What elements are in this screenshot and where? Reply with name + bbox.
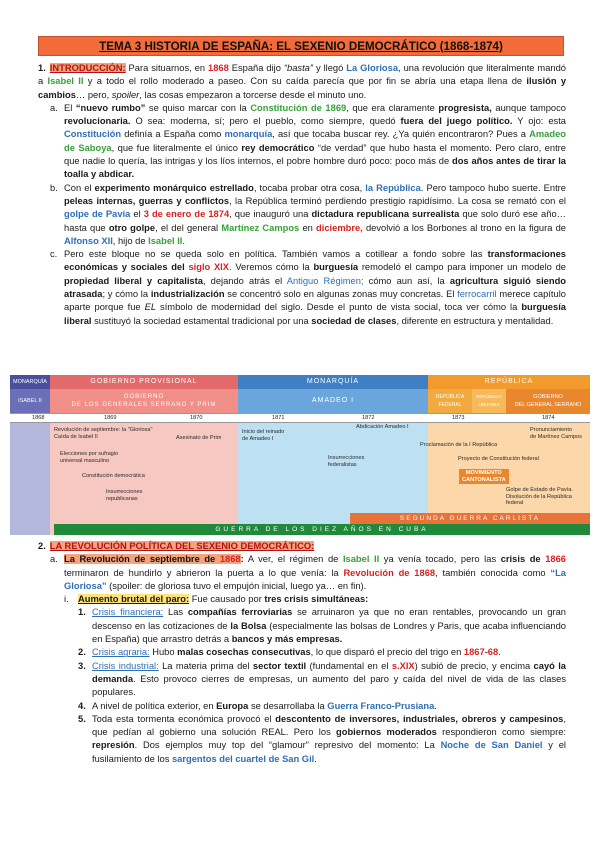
timeline-graphic bbox=[10, 375, 590, 535]
item-crisis-agraria bbox=[34, 646, 566, 659]
list-number: 3. bbox=[78, 660, 86, 671]
timeline-header-gobierno: GOBIERNO PROVISIONAL bbox=[50, 375, 238, 389]
text: La Gloriosa bbox=[346, 63, 399, 73]
text: spoiler bbox=[111, 89, 140, 100]
event-pavia: Golpe de Estado de Pavía. Disolución de la República federal bbox=[506, 487, 573, 507]
text: . bbox=[314, 753, 317, 764]
bar-guerra-cuba: GUERRA DE LOS DIEZ AÑOS EN CUBA bbox=[54, 524, 590, 535]
text: Aumento brutal del paro: bbox=[78, 594, 190, 605]
item-politica-exterior bbox=[34, 700, 566, 713]
text: aunque tampoco bbox=[491, 102, 566, 113]
text: Revolución de 1868 bbox=[343, 567, 436, 578]
section-2 bbox=[34, 540, 566, 766]
text: Noche de San Daniel bbox=[440, 740, 543, 751]
text: se quiso marcar con la bbox=[145, 102, 251, 113]
text: cómo aun así, la bbox=[363, 275, 450, 286]
list-number: 4. bbox=[78, 700, 86, 711]
text: : bbox=[240, 554, 244, 565]
timeline-sub-amadeo: AMADEO I bbox=[238, 389, 428, 413]
text: se concentró solo en algunas zonas muy concretas. El bbox=[224, 289, 458, 300]
text: terminaron de hundirlo y abrieron la puerta a lo que venía: la bbox=[64, 567, 344, 578]
text: otro golpe bbox=[108, 222, 156, 233]
text: “de verdad” que hubo hasta el momento. Pero claro, entre que nadie lo quería, las intrigas y los líos internos, el pobre hombre duró poco: poco más de bbox=[64, 142, 566, 167]
text: que solo duró ese año… hasta que bbox=[64, 209, 566, 233]
text: . bbox=[434, 700, 437, 711]
text: experimento monárquico estrellado bbox=[94, 182, 254, 193]
section-1-number: 1. bbox=[38, 63, 46, 73]
text: Crisis industrial: bbox=[92, 660, 159, 671]
intro-paragraph bbox=[34, 62, 566, 102]
event-insurrecciones-rep: Insurrecciones republicanas bbox=[106, 489, 143, 502]
text: 1868 bbox=[219, 554, 241, 565]
year-label: 1871 bbox=[272, 415, 285, 421]
text: Constitución de 1869 bbox=[250, 102, 347, 113]
text: 3 de enero de 1874 bbox=[143, 209, 230, 220]
text: , que fue literalmente el único bbox=[111, 142, 242, 153]
list-letter: a. bbox=[50, 102, 58, 113]
text: . bbox=[182, 235, 186, 246]
timeline-sub-serrano: GOBIERNO DEL GENERAL SERRANO bbox=[506, 389, 590, 413]
event-amadeo-inicio: Inicio del reinado de Amadeo I bbox=[242, 429, 285, 442]
event-cantonalista: MOVIMIENTO CANTONALISTA bbox=[459, 469, 509, 484]
text: la Bolsa bbox=[230, 620, 267, 631]
text: siglo XIX bbox=[188, 262, 230, 273]
text: s.XIX bbox=[391, 660, 415, 671]
text: y el fusilamiento de los bbox=[92, 740, 566, 764]
text: bancos y más empresas. bbox=[231, 634, 343, 645]
text: transformaciones económicas y sociales del bbox=[64, 249, 566, 273]
list-number: 5. bbox=[78, 713, 86, 724]
text: dictadura republicana surrealista bbox=[311, 209, 460, 220]
text: Hubo bbox=[149, 647, 178, 658]
text: sargentos del cuartel de San Gil bbox=[171, 753, 315, 764]
text: . Esto provoco cierres de empresas, un aumento del paro y caída del nivel de vida de las clases populares. bbox=[92, 673, 566, 698]
text: 1868 bbox=[208, 63, 229, 73]
item-2a-i bbox=[34, 593, 566, 606]
section-1-heading: INTRODUCCIÓN: bbox=[49, 63, 126, 73]
text: Isabel II bbox=[47, 76, 84, 87]
event-martinez-campos: Pronunciamiento de Martínez Campos bbox=[530, 427, 582, 440]
text: Isabel II bbox=[342, 554, 380, 565]
text: , tocaba probar otra cosa, bbox=[253, 182, 366, 193]
text: 1866 bbox=[545, 554, 566, 565]
text: “La Gloriosa” bbox=[64, 567, 566, 591]
text: , que inauguró una bbox=[229, 209, 312, 220]
text: . Dos ejemplos muy top del “glamour” represivo del momento: La bbox=[134, 740, 441, 751]
event-prim: Asesinato de Prim bbox=[176, 435, 222, 441]
text: la República bbox=[365, 182, 421, 193]
paragraph-crisis-1 bbox=[92, 606, 566, 646]
text: , que pedían al gobierno una solución REAL. Pero los bbox=[92, 713, 566, 738]
timeline-sub-rep-unitaria: REPÚBLICA UNITARIA bbox=[472, 389, 506, 413]
list-number: 1. bbox=[78, 607, 86, 618]
text: Y ojo: esta bbox=[512, 116, 566, 127]
text: Alfonso XII bbox=[64, 235, 113, 246]
list-letter: i. bbox=[64, 594, 69, 605]
text: , una revolución que literalmente mandó a bbox=[38, 63, 567, 87]
text: , que era claramente bbox=[346, 102, 439, 113]
text: y llegó bbox=[313, 63, 347, 73]
text: EL bbox=[144, 302, 157, 313]
text: Constitución bbox=[64, 129, 122, 140]
text: Amadeo de Saboya bbox=[64, 129, 566, 153]
text: A ver, el régimen de bbox=[243, 554, 343, 565]
item-descontento bbox=[34, 713, 566, 766]
year-label: 1874 bbox=[542, 415, 555, 421]
text: malas cosechas consecutivas bbox=[177, 647, 311, 658]
item-crisis-industrial bbox=[34, 660, 566, 700]
timeline-header-monarquia-left: MONARQUÍA bbox=[10, 375, 50, 389]
text: Toda esta tormenta económica provocó el bbox=[92, 713, 276, 724]
text: fuera del juego político. bbox=[400, 116, 513, 127]
text: O sea: moderna, sí; pero el pueblo, como siempre, quedó bbox=[130, 116, 401, 127]
text: golpe de Pavía bbox=[64, 209, 131, 220]
text: revolucionaria. bbox=[64, 116, 131, 127]
page-title: TEMA 3 HISTORIA DE ESPAÑA: EL SEXENIO DEMOCRÁTICO (1868-1874) bbox=[99, 39, 503, 53]
text: remodeló el campo para imponer un modelo de bbox=[358, 262, 566, 273]
text: Fue causado por bbox=[189, 594, 265, 605]
event-proyecto: Proyecto de Constitución federal bbox=[458, 456, 539, 462]
event-gloriosa: Revolución de septiembre: la "Gloriosa" Caída de Isabel II bbox=[54, 427, 153, 440]
paragraph-1a bbox=[64, 102, 566, 182]
timeline-sub-rep-federal: REPÚBLICA FEDERAL bbox=[428, 389, 472, 413]
text: burguesía bbox=[313, 262, 359, 273]
item-crisis-financiera bbox=[34, 606, 566, 646]
text: tres crisis simultáneas: bbox=[264, 594, 369, 605]
paragraph-item-4 bbox=[92, 700, 566, 713]
text: cayó la demanda bbox=[92, 660, 567, 684]
text: y a todo el rollo moderado a paseo. Con su caída parecía que por fin se abría una etapa llena de bbox=[83, 76, 527, 87]
text: … pero, bbox=[75, 89, 112, 100]
text: (especialmente las bolsas de Londres y Paris, que acaba influenciando en España) que arrastro detrás a bbox=[92, 620, 566, 645]
text: se arruinaron ya que no eran rentables, provocando un gran descenso en las cotizaciones de bbox=[92, 607, 566, 631]
text: La Revolución de septiembre de bbox=[64, 554, 220, 565]
text: descontento de inversores, industriales, obreros y campesinos bbox=[275, 713, 564, 724]
text: . Pero tampoco hubo suerte. Entre bbox=[420, 182, 566, 193]
text: devolvió a los Borbones al trono en la figura de bbox=[362, 222, 566, 233]
text: compañías ferroviarias bbox=[187, 607, 293, 618]
text: sector textil bbox=[252, 660, 307, 671]
text: en bbox=[299, 222, 317, 233]
text: , la República terminó perdiendo prestigio rapidísimo. La cosa se remató con el bbox=[229, 195, 566, 206]
text: ferrocarril bbox=[457, 289, 497, 300]
item-1a bbox=[34, 102, 566, 182]
text: monarquía bbox=[224, 129, 273, 140]
text: El bbox=[64, 102, 76, 113]
paragraph-2a bbox=[64, 553, 566, 593]
text: progresista, bbox=[438, 102, 492, 113]
text: , así que tocaba buscar rey. ¿Ya quién encontraron? Pues a bbox=[272, 129, 530, 140]
text: (fundamental en el bbox=[306, 660, 392, 671]
text: Martínez Campos bbox=[221, 222, 300, 233]
year-label: 1872 bbox=[362, 415, 375, 421]
section-1 bbox=[34, 62, 566, 328]
text: Para situarnos, en bbox=[125, 63, 209, 73]
text: , dejando atrás el bbox=[202, 275, 287, 286]
text: represión bbox=[92, 740, 135, 751]
text: propiedad liberal y capitalista bbox=[64, 275, 203, 286]
event-constitucion: Constitución democrática bbox=[82, 473, 145, 479]
text: dos años antes de tirar la toalla y abdicar. bbox=[64, 156, 566, 180]
paragraph-2a-i bbox=[78, 593, 566, 606]
timeline-header-republica: REPÚBLICA bbox=[428, 375, 590, 389]
event-abdicacion: Abdicación Amadeo I bbox=[356, 424, 409, 430]
text: Con el bbox=[64, 182, 95, 193]
paragraph-1b bbox=[64, 182, 566, 248]
text: A nivel de política exterior, en bbox=[92, 700, 217, 711]
list-letter: c. bbox=[50, 249, 58, 260]
item-2a bbox=[34, 553, 566, 593]
text: Crisis financiera: bbox=[92, 607, 164, 618]
title-banner bbox=[38, 36, 564, 56]
text: agricultura siguió siendo atrasada bbox=[64, 275, 567, 300]
text: España dijo bbox=[228, 63, 284, 73]
text: . Veremos cómo la bbox=[229, 262, 314, 273]
text: diciembre, bbox=[316, 222, 363, 233]
text: respondieron como siempre: bbox=[436, 727, 566, 738]
text: , hijo de bbox=[112, 235, 149, 246]
item-1b bbox=[34, 182, 566, 248]
text: Pero este bloque no se queda solo en política. También vamos a cotillear a fondo sobre las bbox=[64, 249, 488, 260]
list-number: 2. bbox=[78, 647, 86, 658]
text: merece capítulo aparte porque fue bbox=[64, 289, 566, 313]
text: gobiernos moderados bbox=[336, 727, 437, 738]
year-label: 1869 bbox=[104, 415, 117, 421]
timeline-header-monarquia: MONARQUÍA bbox=[238, 375, 428, 389]
text: ilusión y cambios bbox=[38, 76, 567, 100]
text: industrialización bbox=[150, 289, 225, 300]
item-1c bbox=[34, 248, 566, 328]
text: , diferente en estructura y mentalidad. bbox=[396, 315, 554, 326]
text: peleas internas, guerras y conflictos bbox=[64, 195, 230, 206]
year-label: 1873 bbox=[452, 415, 465, 421]
text: Europa bbox=[216, 700, 249, 711]
paragraph-1c bbox=[64, 248, 566, 328]
timeline-sub-generales: GOBIERNO DE LOS GENERALES SERRANO Y PRIM bbox=[50, 389, 238, 413]
text: el bbox=[130, 209, 144, 220]
text: sociedad de clases bbox=[311, 315, 397, 326]
text: Isabel II bbox=[148, 235, 183, 246]
text: sustituyó la sociedad estamental tradicional por una bbox=[91, 315, 312, 326]
text: , lo que disparó el precio del trigo en bbox=[310, 647, 464, 658]
list-letter: b. bbox=[50, 182, 58, 193]
event-elecciones: Elecciones por sufragio universal masculino bbox=[60, 451, 119, 464]
section-2-number: 2. bbox=[38, 541, 46, 551]
text: “basta” bbox=[283, 63, 313, 73]
text: “nuevo rumbo” bbox=[75, 102, 146, 113]
timeline-sub-isabel: ISABEL II bbox=[10, 389, 50, 413]
text: rey democrático bbox=[241, 142, 315, 153]
text: , las cosas empezaron a torcerse desde el minuto uno. bbox=[139, 89, 367, 100]
text: burguesía liberal bbox=[64, 302, 566, 326]
text: ) subió de precio, y encima bbox=[414, 660, 534, 671]
section-2-heading: LA REVOLUCIÓN POLÍTICA DEL SEXENIO DEMOCRÁTICO: bbox=[49, 541, 315, 551]
text: Las bbox=[163, 607, 188, 618]
text: 1867-68 bbox=[463, 647, 499, 658]
paragraph-crisis-3 bbox=[92, 660, 566, 700]
paragraph-crisis-2 bbox=[92, 646, 566, 659]
year-label: 1870 bbox=[190, 415, 203, 421]
text: La materia prima del bbox=[158, 660, 253, 671]
bar-guerra-carlista: SEGUNDA GUERRA CARLISTA bbox=[350, 513, 590, 524]
text: Guerra Franco-Prusiana bbox=[327, 700, 435, 711]
text: (spoiler: de gloriosa tuvo el empujón inicial, luego ya… en fin). bbox=[106, 580, 367, 591]
text: ; y cómo la bbox=[102, 289, 151, 300]
text: Antiguo Régimen; bbox=[286, 275, 364, 286]
paragraph-item-5 bbox=[92, 713, 566, 766]
text: , también conocida como bbox=[435, 567, 551, 578]
section-2-heading-line bbox=[34, 540, 566, 553]
text: crisis de bbox=[500, 554, 546, 565]
timeline-year-strip bbox=[10, 413, 590, 423]
text: , el del general bbox=[155, 222, 222, 233]
text: definía a España como bbox=[121, 129, 225, 140]
event-proclamacion: Proclamación de la I República bbox=[420, 442, 498, 448]
text: símbolo de modernidad del siglo. Desde el punto de vista social, toca ver cómo la bbox=[156, 302, 522, 313]
text: . bbox=[498, 647, 501, 658]
text: Crisis agraria: bbox=[92, 647, 150, 658]
list-letter: a. bbox=[50, 554, 58, 565]
event-federalistas: Insurrecciones federalistas bbox=[328, 455, 365, 468]
text: ya venía tocado, pero las bbox=[379, 554, 501, 565]
text: se desarrollaba la bbox=[248, 700, 328, 711]
year-label: 1868 bbox=[32, 415, 45, 421]
